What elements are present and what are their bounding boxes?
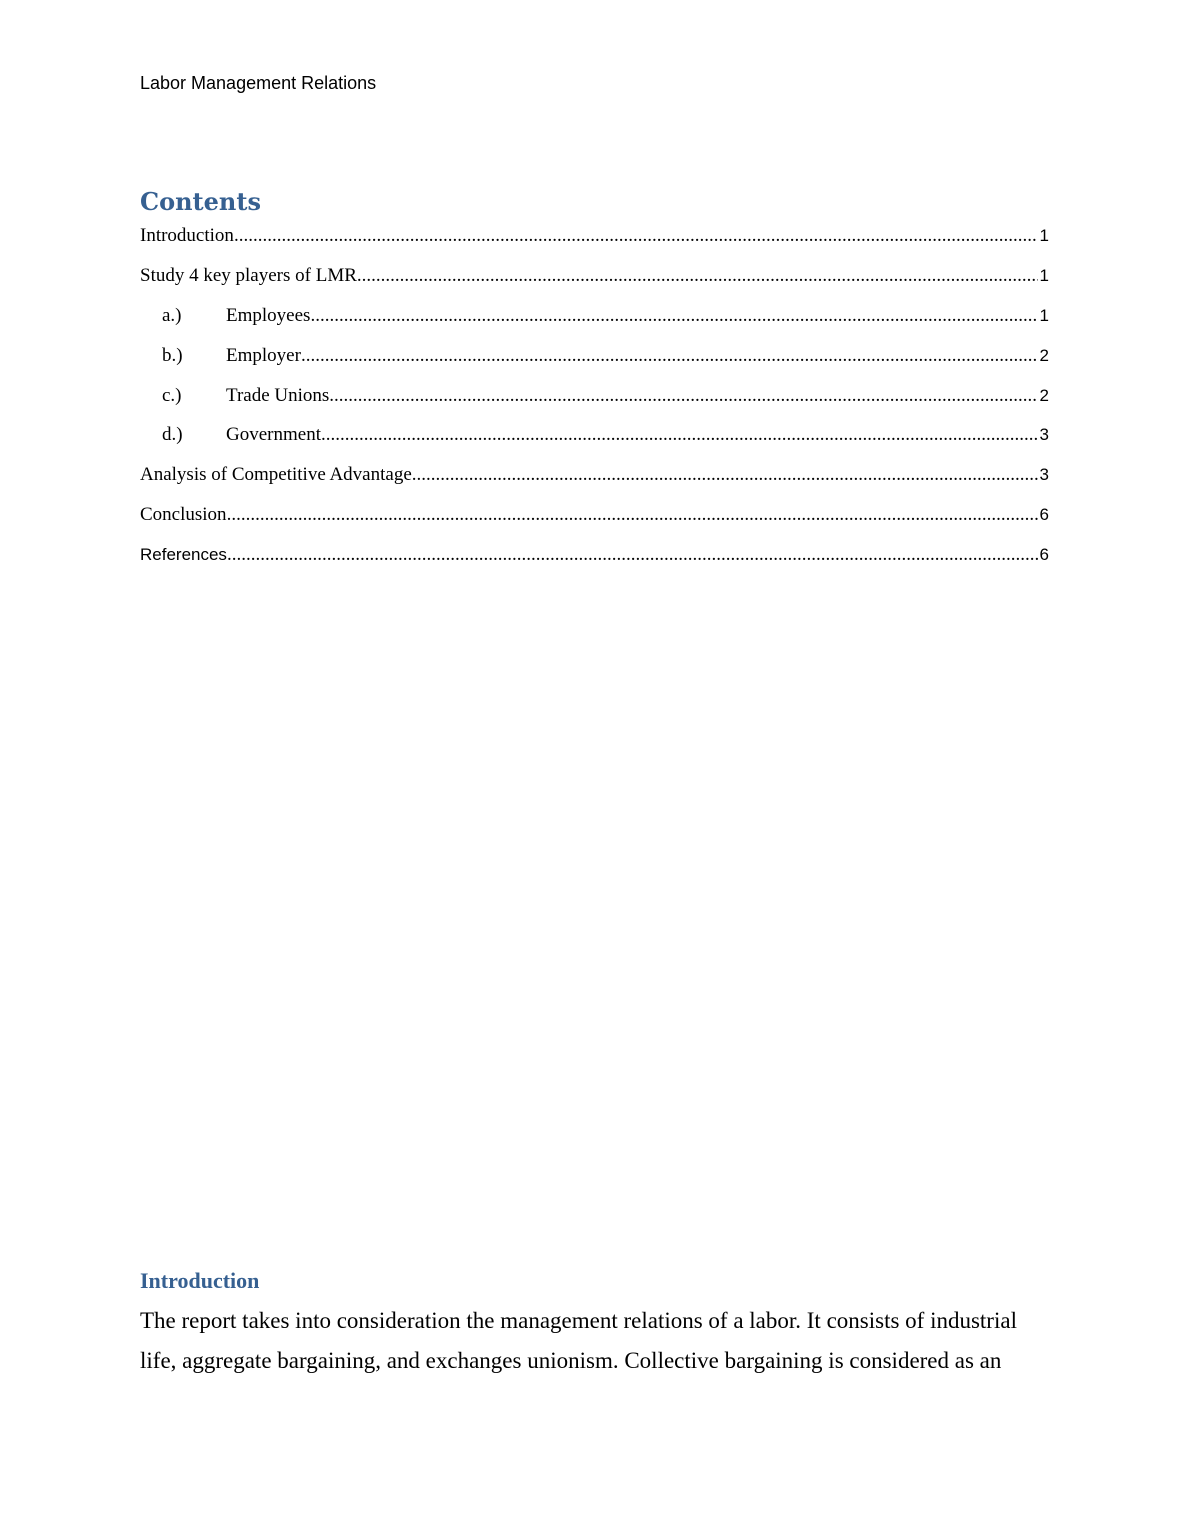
- toc-dot-leader: [301, 342, 1038, 370]
- toc-entry-marker: c.): [162, 385, 182, 406]
- toc-entry-employer[interactable]: [162, 342, 1049, 370]
- toc-entry-label: Study 4 key players of LMR: [140, 265, 357, 286]
- toc-entry-page: 2: [1039, 386, 1049, 405]
- introduction-heading: Introduction: [140, 1268, 260, 1293]
- toc-dot-leader: [234, 222, 1038, 250]
- toc-entry-page: 6: [1039, 545, 1049, 564]
- toc-dot-leader: [227, 541, 1038, 569]
- toc-dot-leader: [310, 302, 1037, 330]
- toc-entry-page: 3: [1039, 425, 1049, 444]
- toc-entry-page: 1: [1039, 306, 1049, 325]
- toc-entry-page: 1: [1039, 226, 1049, 245]
- toc-entry-marker: d.): [162, 424, 183, 445]
- toc-entry-page: 2: [1039, 346, 1049, 365]
- toc-entry-employees[interactable]: [162, 302, 1049, 330]
- toc-entry-label: Government: [226, 424, 321, 445]
- introduction-paragraph: [140, 1301, 1050, 1381]
- toc-entry-label: Introduction: [140, 225, 234, 246]
- toc-entry-page: 3: [1039, 465, 1049, 484]
- toc-entry-label: Conclusion: [140, 504, 227, 525]
- toc-entry-page: 6: [1039, 505, 1049, 524]
- toc-entry-key-players[interactable]: [140, 262, 1049, 290]
- toc-entry-introduction[interactable]: [140, 222, 1049, 250]
- toc-entry-label: Employer: [226, 345, 301, 366]
- toc-entry-label: Trade Unions: [226, 385, 330, 406]
- paragraph-line: The report takes into consideration the management relations of a labor. It consists of industrial: [140, 1308, 1017, 1333]
- running-header: Labor Management Relations: [140, 73, 377, 93]
- toc-entry-label: References: [140, 545, 227, 564]
- toc-entry-label: Analysis of Competitive Advantage: [140, 464, 412, 485]
- paragraph-line: life, aggregate bargaining, and exchanges unionism. Collective bargaining is considered as an: [140, 1348, 1002, 1373]
- toc-dot-leader: [357, 262, 1038, 290]
- toc-dot-leader: [321, 421, 1038, 449]
- toc-entry-references[interactable]: [140, 541, 1049, 569]
- toc-entry-conclusion[interactable]: [140, 501, 1049, 529]
- toc-entry-government[interactable]: [162, 421, 1049, 449]
- toc-entry-trade-unions[interactable]: [162, 382, 1049, 410]
- toc-dot-leader: [412, 461, 1038, 489]
- toc-dot-leader: [227, 501, 1038, 529]
- toc-entry-page: 1: [1039, 266, 1049, 285]
- toc-dot-leader: [329, 382, 1037, 410]
- toc-entry-marker: a.): [162, 305, 182, 326]
- toc-entry-label: Employees: [226, 305, 311, 326]
- toc-entry-competitive-advantage[interactable]: [140, 461, 1049, 489]
- toc-title: Contents: [140, 187, 261, 216]
- toc-entry-marker: b.): [162, 345, 183, 366]
